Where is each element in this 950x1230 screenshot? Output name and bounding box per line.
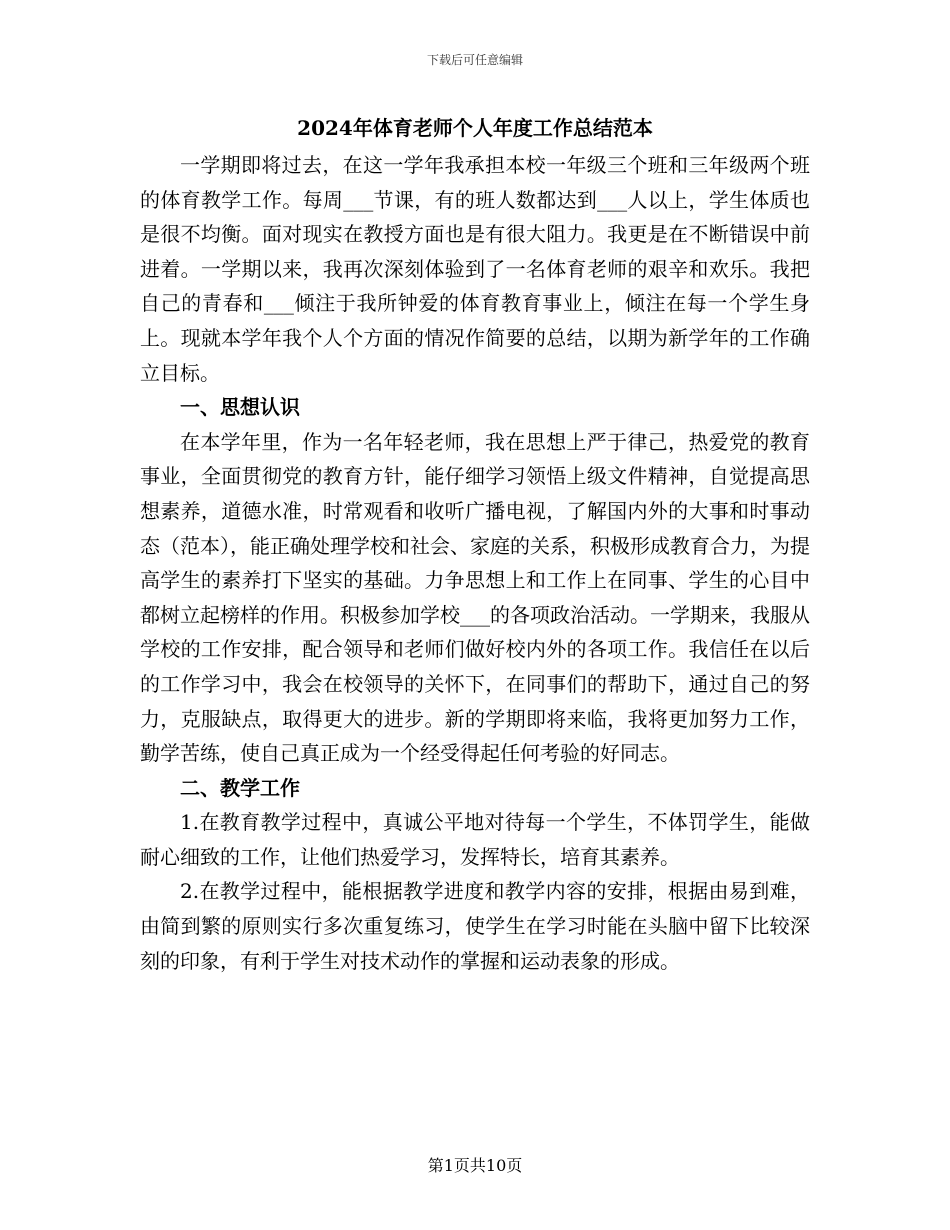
document-title: 2024年体育老师个人年度工作总结范本 xyxy=(297,116,653,140)
teaching-item-1: 1.在教育教学过程中，真诚公平地对待每一个学生，不体罚学生，能做耐心细致的工作，让他们热爱学习，发挥特长，培育其素养。 xyxy=(140,810,810,869)
page-header-note: 下载后可任意编辑 xyxy=(426,53,523,67)
intro-paragraph: 一学期即将过去，在这一学年我承担本校一年级三个班和三年级两个班的体育教学工作。每周___节课，有的班人数都达到___人以上，学生体质也是很不均衡。面对现实在教授方面也是有很大阻力。我更是在不断错误中前进着。一学期以来，我再次深刻体验到了一名体育老师的艰辛和欢乐。我把自己的青春和___倾注于我所钟爱的体育教育事业上，倾注在每一个学生身上。现就本学年我个人个方面的情况作简要的总结，以期为新学年的工作确立目标。 xyxy=(140,153,810,385)
page-number: 第1页共10页 xyxy=(427,1156,523,1175)
section-heading-thoughts: 一、思想认识 xyxy=(180,395,300,420)
section-heading-teaching: 二、教学工作 xyxy=(180,775,300,800)
teaching-item-2: 2.在教学过程中，能根据教学进度和教学内容的安排，根据由易到难，由简到繁的原则实行多次重复练习，使学生在学习时能在头脑中留下比较深刻的印象，有利于学生对技术动作的掌握和运动表象的形成。 xyxy=(140,879,810,973)
section-paragraph-thoughts: 在本学年里，作为一名年轻老师，我在思想上严于律己，热爱党的教育事业，全面贯彻党的教育方针，能仔细学习领悟上级文件精神，自觉提高思想素养，道德水准，时常观看和收听广播电视，了解国内外的大事和时事动态（范本），能正确处理学校和社会、家庭的关系，积极形成教育合力，为提高学生的素养打下坚实的基础。力争思想上和工作上在同事、学生的心目中都树立起榜样的作用。积极参加学校___的各项政治活动。一学期来，我服从学校的工作安排，配合领导和老师们做好校内外的各项工作。我信任在以后的工作学习中，我会在校领导的关怀下，在同事们的帮助下，通过自己的努力，克服缺点，取得更大的进步。新的学期即将来临，我将更加努力工作，勤学苦练，使自己真正成为一个经受得起任何考验的好同志。 xyxy=(140,429,810,766)
document-body xyxy=(140,148,810,978)
